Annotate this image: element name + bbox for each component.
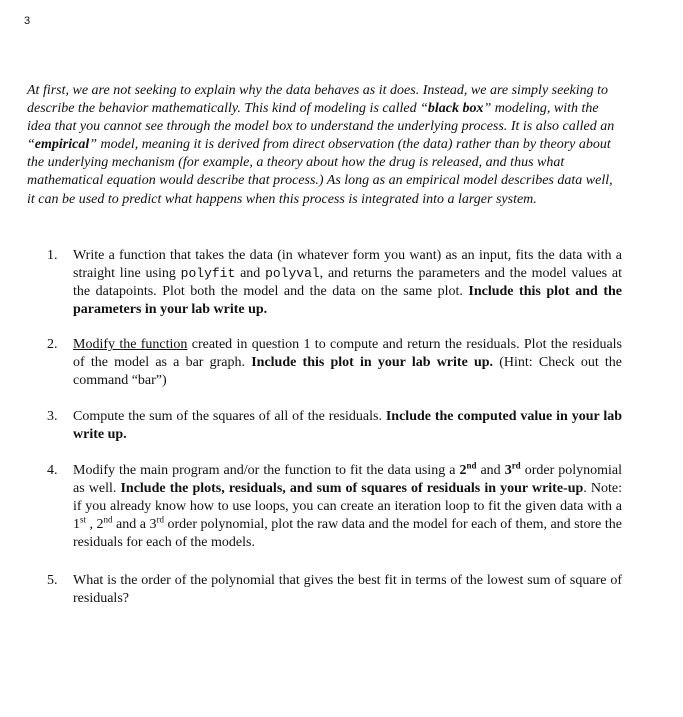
question-4-text-f: order polynomial, plot the raw data and the model for each of them, and store the residuals for each of the models. xyxy=(73,517,623,551)
question-text xyxy=(73,247,622,319)
question-2 xyxy=(47,336,622,390)
bold-3rd xyxy=(504,460,521,478)
question-4-text-e: and a 3 xyxy=(112,517,157,533)
intro-text-3: ” model, meaning it is derived from direct observation (the data) rather than by theory about the underlying mechanism (for example, a theory about how the drug is released, and thus what mathematical equation would describe that process.) As long as an empirical model describes data well, it can be used to predict what happens when this process is integrated into a larger system. xyxy=(27,137,613,207)
question-4-text-c: . Note: if you already know how to use loops, you can create an iteration loop to fit the given data with a 1 xyxy=(73,481,623,533)
question-3-bold: Include the computed value in your lab write up. xyxy=(73,409,622,443)
bold-2nd xyxy=(459,460,477,478)
question-4-text-a: Modify the main program and/or the function to fit the data using a xyxy=(73,463,460,478)
question-2-text-a: created in question 1 to compute and return the residuals. Plot the residuals of the model as a bar graph. xyxy=(73,337,622,371)
superscript-rd-2: rd xyxy=(156,514,164,525)
question-3-text-a: Compute the sum of the squares of all of the residuals. xyxy=(73,409,386,424)
page-number: 3 xyxy=(24,15,31,27)
question-1-text-b: and xyxy=(235,266,266,282)
question-text xyxy=(73,462,622,552)
code-polyfit: polyfit xyxy=(180,266,236,282)
underlined-modify-function: Modify the function xyxy=(73,337,188,352)
superscript-rd: rd xyxy=(511,460,521,471)
question-number: 1. xyxy=(47,248,58,263)
question-number: 5. xyxy=(47,573,58,588)
intro-text-2: ” modeling, with the idea that you cannot see through the model box to understand the underlying process. It is also called an “ xyxy=(27,101,615,153)
bold-3-digit: 3 xyxy=(504,463,512,478)
intro-text-1: At first, we are not seeking to explain why the data behaves as it does. Instead, we are simply seeking to describe the behavior mathematically. This kind of modeling is called “ xyxy=(27,83,609,117)
question-1-text-a: Write a function that takes the data (in whatever form you want) as an input, fits the data with a straight line using xyxy=(73,248,622,282)
question-1 xyxy=(47,247,622,319)
intro-paragraph xyxy=(27,82,622,209)
question-number: 3. xyxy=(47,409,58,424)
superscript-nd: nd xyxy=(466,460,477,471)
question-4-and: and xyxy=(476,463,505,478)
question-4-text-b: order polynomial as well. xyxy=(73,463,623,497)
question-3 xyxy=(47,408,622,444)
question-4 xyxy=(47,462,622,552)
question-number: 2. xyxy=(47,337,58,352)
question-5-text-a: What is the order of the polynomial that gives the best fit in terms of the lowest sum of square of residuals? xyxy=(73,573,622,607)
question-4-bold: Include the plots, residuals, and sum of squares of residuals in your write-up xyxy=(120,481,584,497)
question-text xyxy=(73,336,622,390)
question-1-text-c: , and returns the parameters and the model values at the datapoints. Plot both the model and the data on the same plot. xyxy=(73,266,622,300)
question-text xyxy=(73,572,622,608)
bold-2-digit: 2 xyxy=(459,463,467,478)
question-text xyxy=(73,408,622,444)
code-polyval: polyval xyxy=(265,266,320,282)
question-5 xyxy=(47,572,622,608)
intro-bold-empirical: empirical xyxy=(34,137,90,153)
superscript-st: st xyxy=(80,514,87,525)
question-2-bold: Include this plot in your lab write up. xyxy=(251,355,494,371)
question-number: 4. xyxy=(47,463,58,478)
question-1-bold: Include this plot and the parameters in your lab write up. xyxy=(73,284,622,318)
superscript-nd-2: nd xyxy=(103,514,113,525)
intro-bold-black-box: black box xyxy=(427,101,484,117)
question-2-text-b: (Hint: Check out the command “bar”) xyxy=(73,355,623,389)
question-4-text-d: , 2 xyxy=(86,517,104,533)
